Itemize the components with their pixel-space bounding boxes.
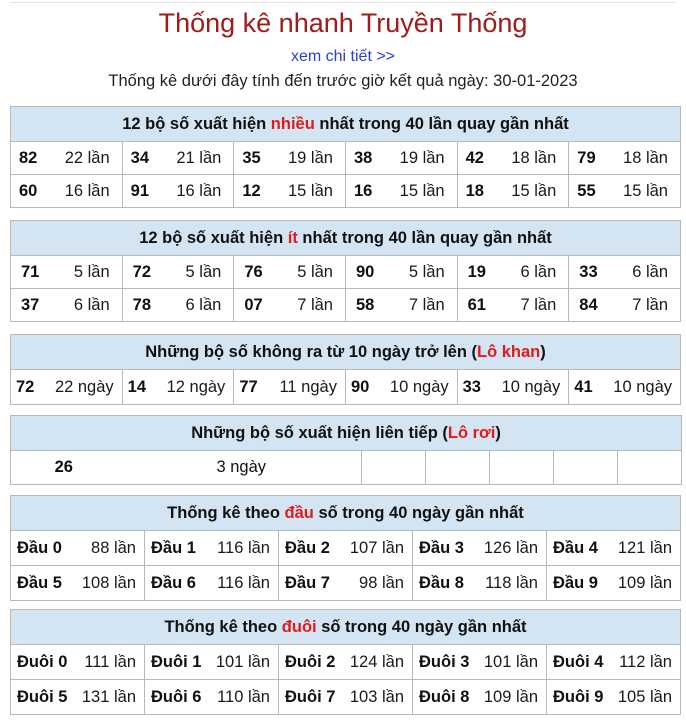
tail-stats-table [10,609,681,715]
lo-roi-table [10,415,682,485]
tail-cell: Đuôi 3 101 lần [413,645,547,680]
head-cell: Đầu 6 116 lần [145,566,279,601]
number-cell: 77 11 ngày [234,370,346,405]
table-row [11,142,681,175]
empty-cell [618,451,682,485]
tail-cell: Đuôi 4 112 lần [547,645,681,680]
empty-cell [362,451,426,485]
page-subtitle: Thống kê dưới đây tính đến trước giờ kết quả ngày: 30-01-2023 [108,72,578,90]
number-cell: 61 7 lần [457,289,569,322]
head-cell: Đầu 7 98 lần [279,566,413,601]
tail-cell: Đuôi 2 124 lần [279,645,413,680]
head-cell: Đầu 5 108 lần [11,566,145,601]
number-cell: 33 6 lần [569,256,681,289]
tail-cell: Đuôi 1 101 lần [145,645,279,680]
number-cell: 19 6 lần [457,256,569,289]
number-cell: 91 16 lần [122,175,234,208]
table-row [11,451,682,485]
top-divider [10,2,676,3]
table-row [11,566,681,601]
tail-cell: Đuôi 8 109 lần [413,680,547,715]
tail-cell: Đuôi 7 103 lần [279,680,413,715]
number-cell: 37 6 lần [11,289,123,322]
tail-cell: Đuôi 0 111 lần [11,645,145,680]
number-cell: 72 22 ngày [11,370,123,405]
empty-cell [426,451,490,485]
least-frequent-table [10,220,681,322]
head-stats-table [10,495,681,601]
number-cell: 18 15 lần [457,175,569,208]
head-cell: Đầu 2 107 lần [279,531,413,566]
number-cell: 12 15 lần [234,175,346,208]
number-cell: 35 19 lần [234,142,346,175]
days-cell: 3 ngày [117,451,362,485]
head-cell: Đầu 8 118 lần [413,566,547,601]
table-row [11,175,681,208]
page-title: Thống kê nhanh Truyền Thống [158,8,528,38]
table-row [11,256,681,289]
section-header: Những bộ số xuất hiện liên tiếp (Lô rơi) [11,416,682,451]
head-cell: Đầu 0 88 lần [11,531,145,566]
number-cell: 26 [11,451,117,485]
table-row [11,680,681,715]
number-cell: 60 16 lần [11,175,123,208]
number-cell: 79 18 lần [569,142,681,175]
number-cell: 34 21 lần [122,142,234,175]
head-cell: Đầu 3 126 lần [413,531,547,566]
number-cell: 33 10 ngày [457,370,569,405]
number-cell: 84 7 lần [569,289,681,322]
view-details-link[interactable]: xem chi tiết >> [290,48,396,65]
empty-cell [554,451,618,485]
lo-khan-table [10,334,681,405]
number-cell: 16 15 lần [345,175,457,208]
number-cell: 58 7 lần [345,289,457,322]
table-row [11,645,681,680]
section-header: 12 bộ số xuất hiện ít nhất trong 40 lần quay gần nhất [11,221,681,256]
section-header: Những bộ số không ra từ 10 ngày trở lên (Lô khan) [11,335,681,370]
section-header: Thống kê theo đầu số trong 40 ngày gần nhất [11,496,681,531]
tail-cell: Đuôi 6 110 lần [145,680,279,715]
number-cell: 78 6 lần [122,289,234,322]
tail-cell: Đuôi 9 105 lần [547,680,681,715]
table-row [11,289,681,322]
head-cell: Đầu 9 109 lần [547,566,681,601]
tail-cell: Đuôi 5 131 lần [11,680,145,715]
number-cell: 76 5 lần [234,256,346,289]
section-header: 12 bộ số xuất hiện nhiều nhất trong 40 lần quay gần nhất [11,107,681,142]
number-cell: 38 19 lần [345,142,457,175]
number-cell: 41 10 ngày [569,370,681,405]
number-cell: 90 10 ngày [345,370,457,405]
number-cell: 90 5 lần [345,256,457,289]
section-header: Thống kê theo đuôi số trong 40 ngày gần nhất [11,610,681,645]
number-cell: 14 12 ngày [122,370,234,405]
number-cell: 42 18 lần [457,142,569,175]
head-cell: Đầu 4 121 lần [547,531,681,566]
empty-cell [490,451,554,485]
number-cell: 72 5 lần [122,256,234,289]
table-row [11,370,681,405]
number-cell: 07 7 lần [234,289,346,322]
number-cell: 55 15 lần [569,175,681,208]
most-frequent-table [10,106,681,208]
number-cell: 71 5 lần [11,256,123,289]
table-row [11,531,681,566]
head-cell: Đầu 1 116 lần [145,531,279,566]
number-cell: 82 22 lần [11,142,123,175]
